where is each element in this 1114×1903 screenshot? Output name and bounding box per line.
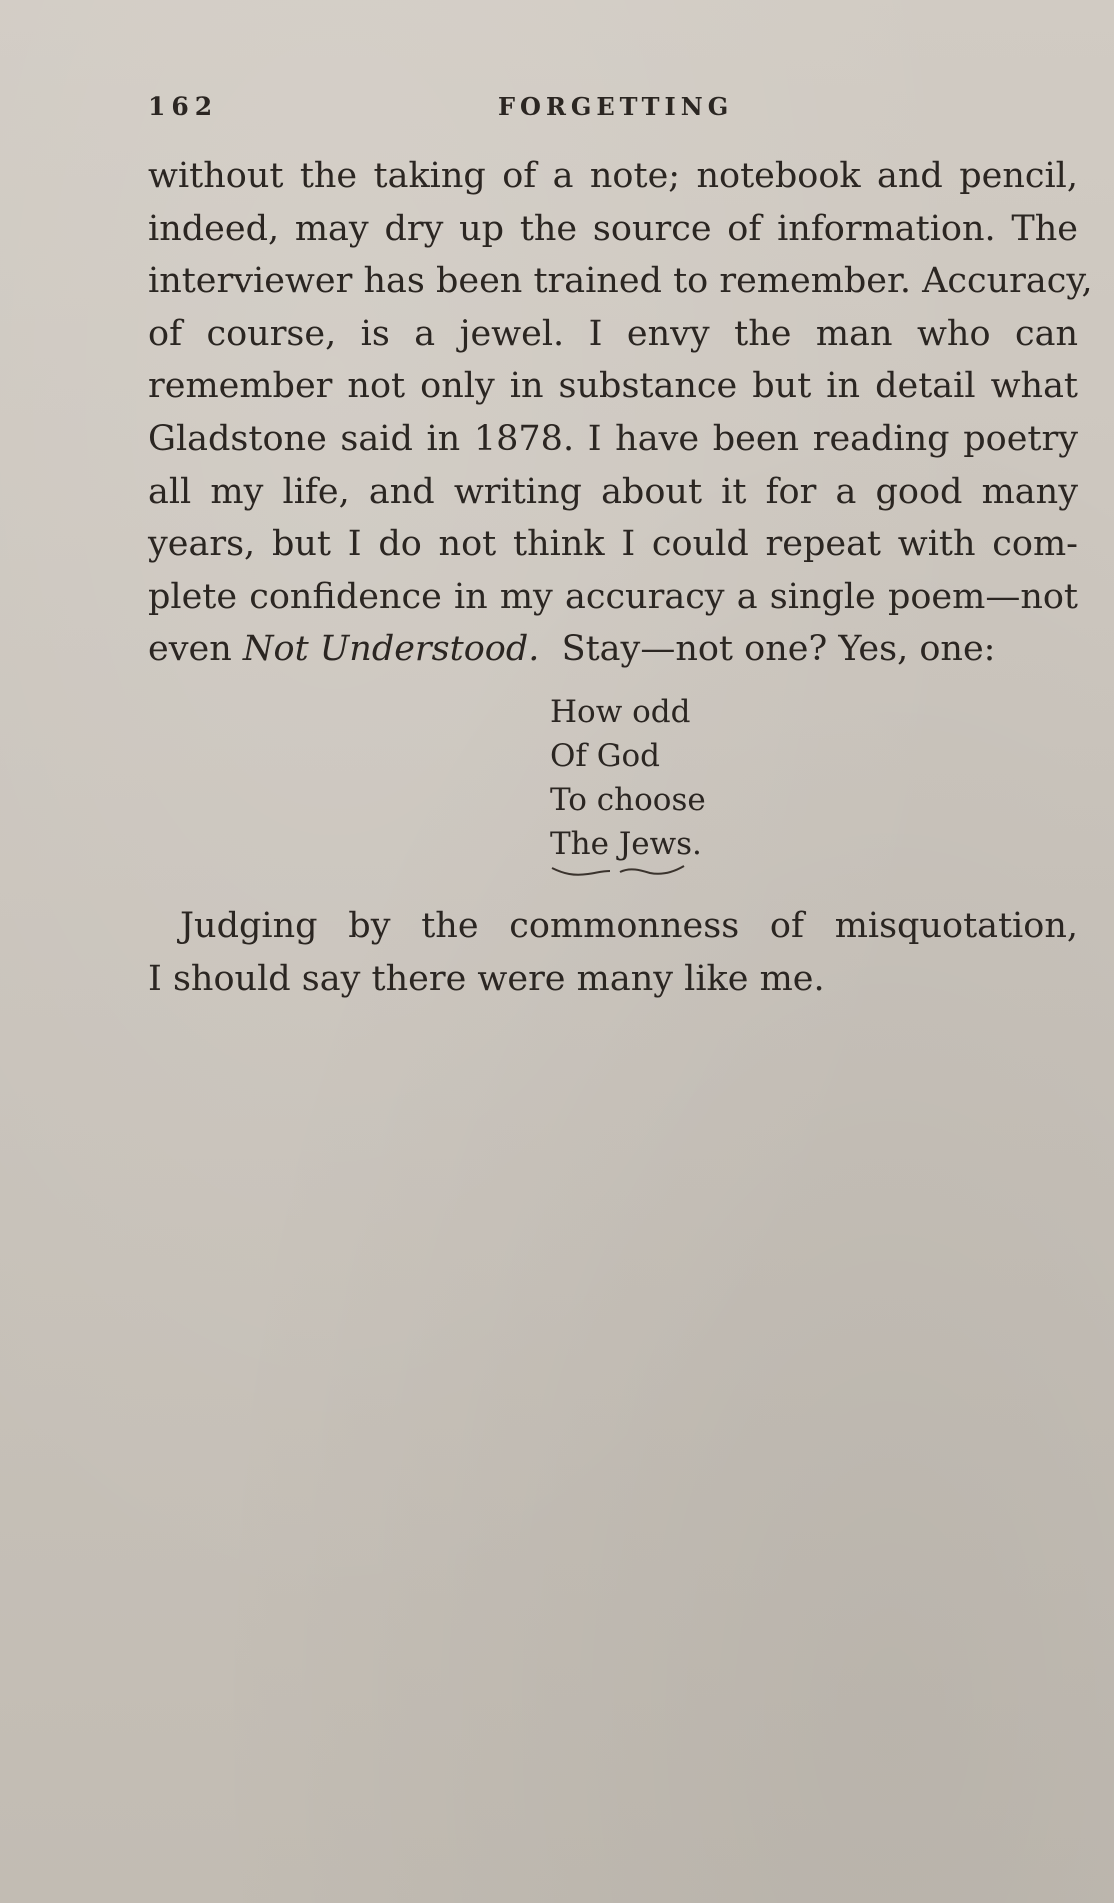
chapter-title: FORGETTING [498, 92, 734, 121]
page-number: 162 [148, 92, 219, 121]
poem-line: How odd [550, 694, 691, 730]
poem-title-italic: Not Understood. [242, 629, 540, 670]
text-line: years, but I do not think I could repeat with com- [148, 524, 1078, 565]
swash-ornament-icon [550, 862, 690, 882]
running-head [148, 92, 1078, 132]
text-line-last [148, 623, 1078, 676]
text-line: indeed, may dry up the source of information. The [148, 208, 1078, 249]
text-line: Judging by the commonness of misquotation, [180, 906, 1078, 946]
poem-line: To choose [550, 782, 706, 818]
poem-line: Of God [550, 738, 661, 774]
paragraph-2 [148, 900, 1078, 1005]
text-line: of course, is a jewel. I envy the man who can [148, 313, 1078, 354]
poem-quote [550, 690, 706, 866]
poem-line: The Jews. [550, 826, 702, 862]
paragraph-1 [148, 150, 1093, 676]
text-line: without the taking of a note; notebook and pencil, [148, 156, 1078, 196]
text-line: interviewer has been trained to remember. Accuracy, [148, 261, 1093, 302]
text-line: remember not only in substance but in detail what [148, 366, 1078, 407]
text-suffix: Stay—not one? Yes, one: [561, 629, 996, 670]
text-line: I should say there were many like me. [148, 958, 825, 999]
text-line: all my life, and writing about it for a good many [148, 471, 1078, 512]
text-line: plete confidence in my accuracy a single poem—not [148, 576, 1078, 617]
text-line: Gladstone said in 1878. I have been reading poetry [148, 418, 1078, 459]
text-prefix: even [148, 629, 232, 670]
